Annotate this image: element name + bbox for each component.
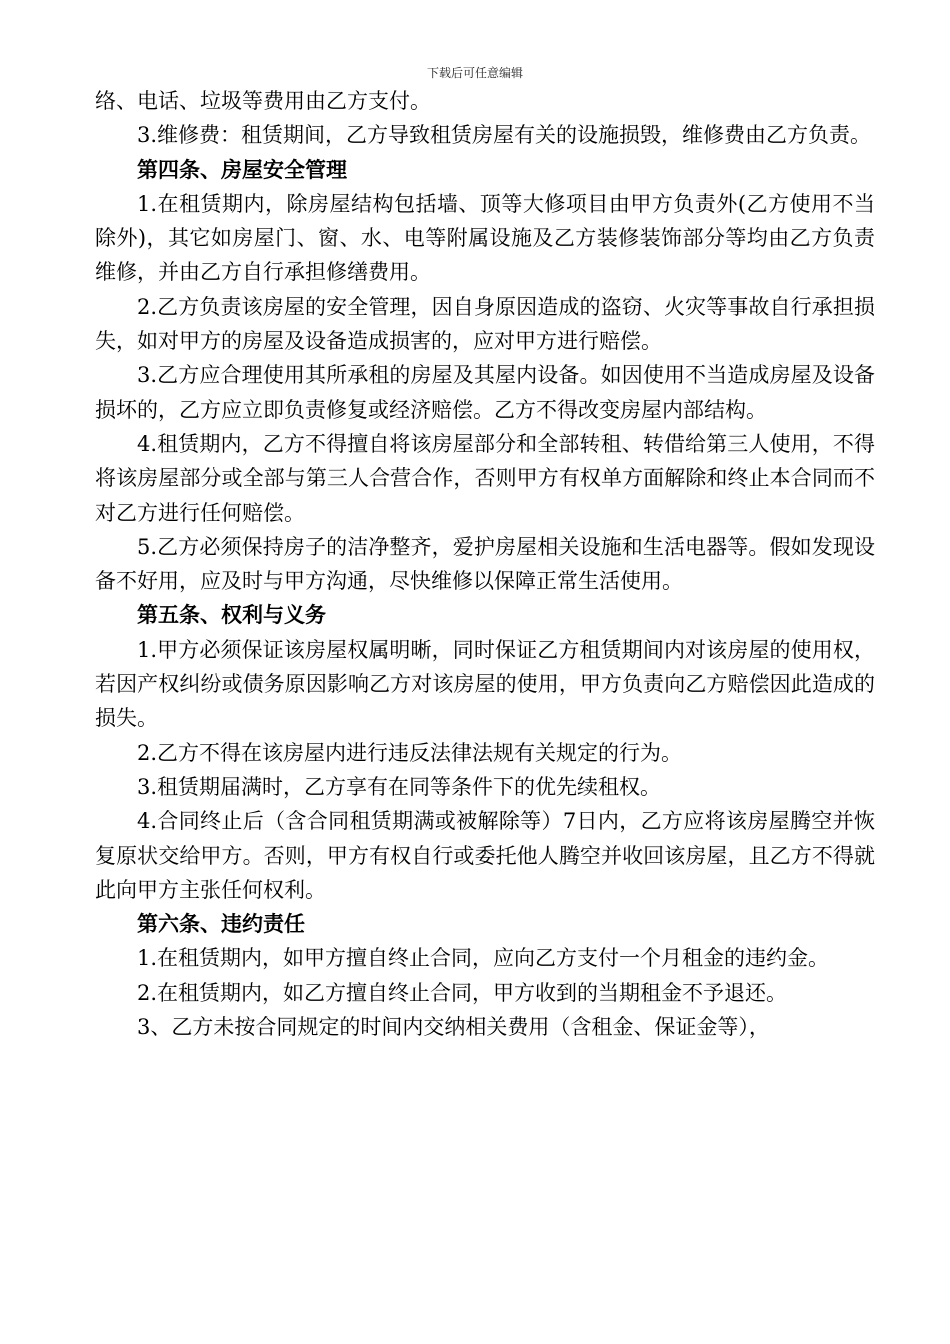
paragraph-5-2: 2.乙方不得在该房屋内进行违反法律法规有关规定的行为。 [137, 740, 683, 765]
paragraph-6-1: 1.在租赁期内，如甲方擅自终止合同，应向乙方支付一个月租金的违约金。 [137, 946, 830, 971]
paragraph-5-4: 4.合同终止后（含合同租赁期满或被解除等）7日内，乙方应将该房屋腾空并恢复原状交给甲方。否则，甲方有权自行或委托他人腾空并收回该房屋，且乙方不得就此向甲方主张任何权利。 [95, 809, 875, 902]
paragraph-4-4: 4.租赁期内，乙方不得擅自将该房屋部分和全部转租、转借给第三人使用，不得将该房屋部分或全部与第三人合营合作，否则甲方有权单方面解除和终止本合同而不对乙方进行任何赔偿。 [95, 431, 875, 525]
continued-paragraph: 络、电话、垃圾等费用由乙方支付。 [95, 89, 431, 113]
paragraph-4-5: 5.乙方必须保持房子的洁净整齐，爱护房屋相关设施和生活电器等。假如发现设备不好用，应及时与甲方沟通，尽快维修以保障正常生活使用。 [95, 534, 875, 594]
paragraph-5-1: 1.甲方必须保证该房屋权属明晰，同时保证乙方租赁期间内对该房屋的使用权，若因产权纠纷或债务原因影响乙方对该房屋的使用，甲方负责向乙方赔偿因此造成的损失。 [95, 637, 875, 731]
paragraph-6-3: 3、乙方未按合同规定的时间内交纳相关费用（含租金、保证金等）， [137, 1015, 770, 1040]
paragraph-4-2: 2.乙方负责该房屋的安全管理，因自身原因造成的盗窃、火灾等事故自行承担损失，如对甲方的房屋及设备造成损害的，应对甲方进行赔偿。 [95, 294, 875, 354]
paragraph-4-1: 1.在租赁期内，除房屋结构包括墙、顶等大修项目由甲方负责外(乙方使用不当除外)，其它如房屋门、窗、水、电等附属设施及乙方装修装饰部分等均由乙方负责维修，并由乙方自行承担修缮费用。 [95, 191, 875, 285]
section-heading-article-4: 第四条、房屋安全管理 [137, 157, 347, 182]
paragraph-4-3: 3.乙方应合理使用其所承租的房屋及其屋内设备。如因使用不当造成房屋及设备损坏的，乙方应立即负责修复或经济赔偿。乙方不得改变房屋内部结构。 [95, 363, 875, 422]
paragraph-5-3: 3.租赁期届满时，乙方享有在同等条件下的优先续租权。 [137, 774, 662, 799]
paragraph-6-2: 2.在租赁期内，如乙方擅自终止合同，甲方收到的当期租金不予退还。 [137, 980, 788, 1005]
section-heading-article-5: 第五条、权利与义务 [137, 603, 326, 628]
section-heading-article-6: 第六条、违约责任 [137, 912, 305, 937]
paragraph-maintenance-fee: 3.维修费：租赁期间，乙方导致租赁房屋有关的设施损毁，维修费由乙方负责。 [137, 123, 872, 148]
page-header: 下载后可任意编辑 [426, 66, 523, 80]
document-body [95, 84, 875, 1044]
